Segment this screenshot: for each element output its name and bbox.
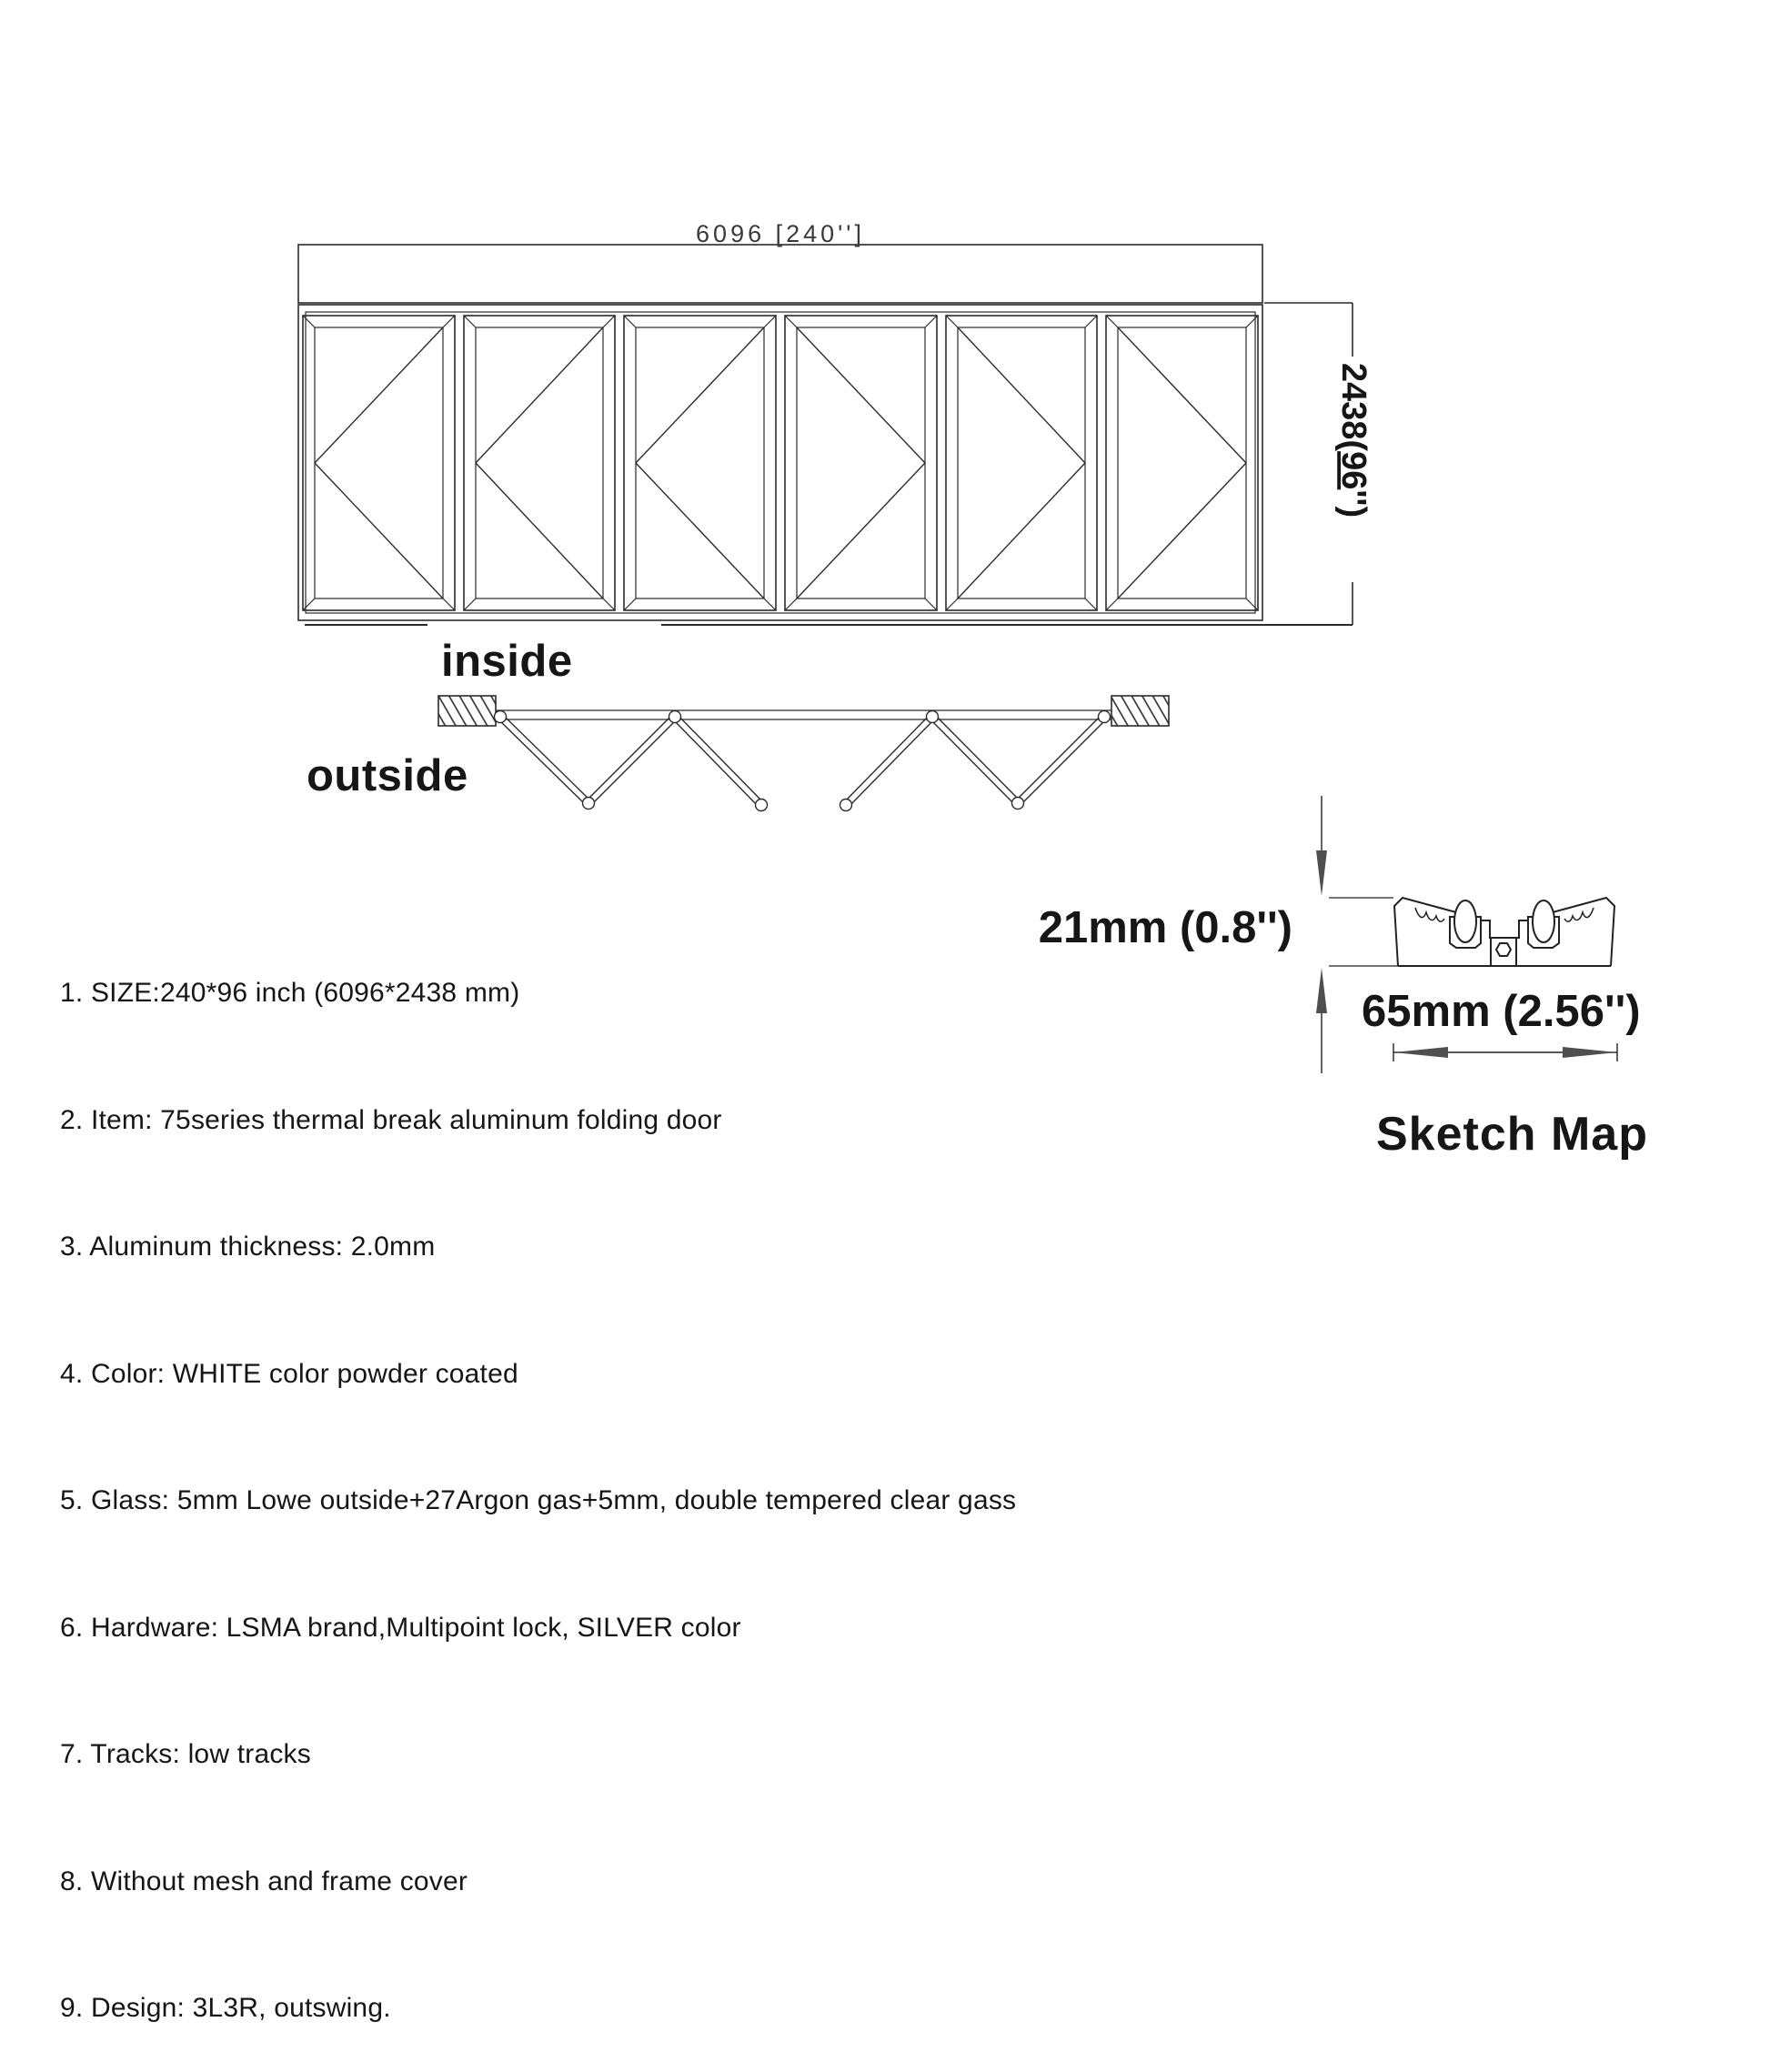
door-panel-2 bbox=[464, 316, 615, 610]
spec-item-2: 2. Item: 75series thermal break aluminum folding door bbox=[60, 1104, 722, 1135]
profile-width-label: 65mm (2.56'') bbox=[1362, 987, 1641, 1036]
spec-list bbox=[60, 888, 1016, 2072]
spec-item-8: 8. Without mesh and frame cover bbox=[60, 1866, 468, 1896]
spec-item-6: 6. Hardware: LSMA brand,Multipoint lock, SILVER color bbox=[60, 1612, 741, 1643]
sketch-map-caption: Sketch Map bbox=[1376, 1108, 1648, 1161]
spec-item-7: 7. Tracks: low tracks bbox=[60, 1739, 311, 1769]
folded-panel-CD bbox=[672, 715, 763, 808]
folded-panel-FG bbox=[930, 715, 1021, 806]
folding-panels bbox=[303, 316, 1258, 610]
hinge-C bbox=[669, 711, 681, 723]
spec-item-4: 4. Color: WHITE color powder coated bbox=[60, 1358, 518, 1389]
door-panel-3 bbox=[624, 316, 776, 610]
door-elevation bbox=[298, 245, 1353, 625]
width-dimension: 6096 [240''] bbox=[696, 220, 865, 247]
spec-item-3: 3. Aluminum thickness: 2.0mm bbox=[60, 1232, 436, 1262]
door-panel-4 bbox=[785, 316, 937, 610]
folded-panel-BC bbox=[587, 715, 678, 806]
hinge-H bbox=[1099, 711, 1111, 723]
head-frame bbox=[298, 245, 1262, 303]
profile-height-label: 21mm (0.8'') bbox=[1038, 903, 1292, 952]
door-panel-1 bbox=[303, 316, 455, 610]
spec-item-5: 5. Glass: 5mm Lowe outside+27Argon gas+5mm, double tempered clear gass bbox=[60, 1485, 1017, 1515]
door-panel-5 bbox=[946, 316, 1097, 610]
inside-label: inside bbox=[441, 637, 573, 686]
hinge-B bbox=[583, 798, 595, 810]
spec-item-9: 9. Design: 3L3R, outswing. bbox=[60, 1993, 391, 2023]
wall-block-left bbox=[438, 696, 496, 726]
hinge-F bbox=[927, 711, 939, 723]
folded-panel-GH bbox=[1016, 715, 1107, 806]
roller-right bbox=[1533, 900, 1554, 942]
height-dimension-text: 2438(96'') bbox=[1334, 362, 1373, 518]
hinge-E bbox=[840, 800, 852, 811]
folded-panel-AB bbox=[498, 714, 591, 805]
door-panel-6 bbox=[1106, 316, 1258, 610]
gasket-left bbox=[1415, 908, 1444, 921]
gasket-right bbox=[1564, 908, 1594, 921]
roller-left bbox=[1454, 900, 1476, 942]
fold-plan bbox=[438, 696, 1169, 811]
spec-item-1: 1. SIZE:240*96 inch (6096*2438 mm) bbox=[60, 978, 520, 1008]
outside-label: outside bbox=[307, 751, 468, 800]
wall-block-right bbox=[1111, 696, 1169, 726]
hinge-A bbox=[495, 711, 507, 723]
door-frame-inner bbox=[306, 312, 1255, 613]
hinge-D bbox=[756, 800, 768, 811]
track-profile bbox=[1394, 898, 1614, 966]
hinge-G bbox=[1012, 798, 1024, 810]
folded-panel-EF bbox=[843, 715, 934, 808]
dim-65mm bbox=[1393, 1043, 1617, 1061]
folded-panels-zigzag bbox=[495, 711, 1111, 811]
